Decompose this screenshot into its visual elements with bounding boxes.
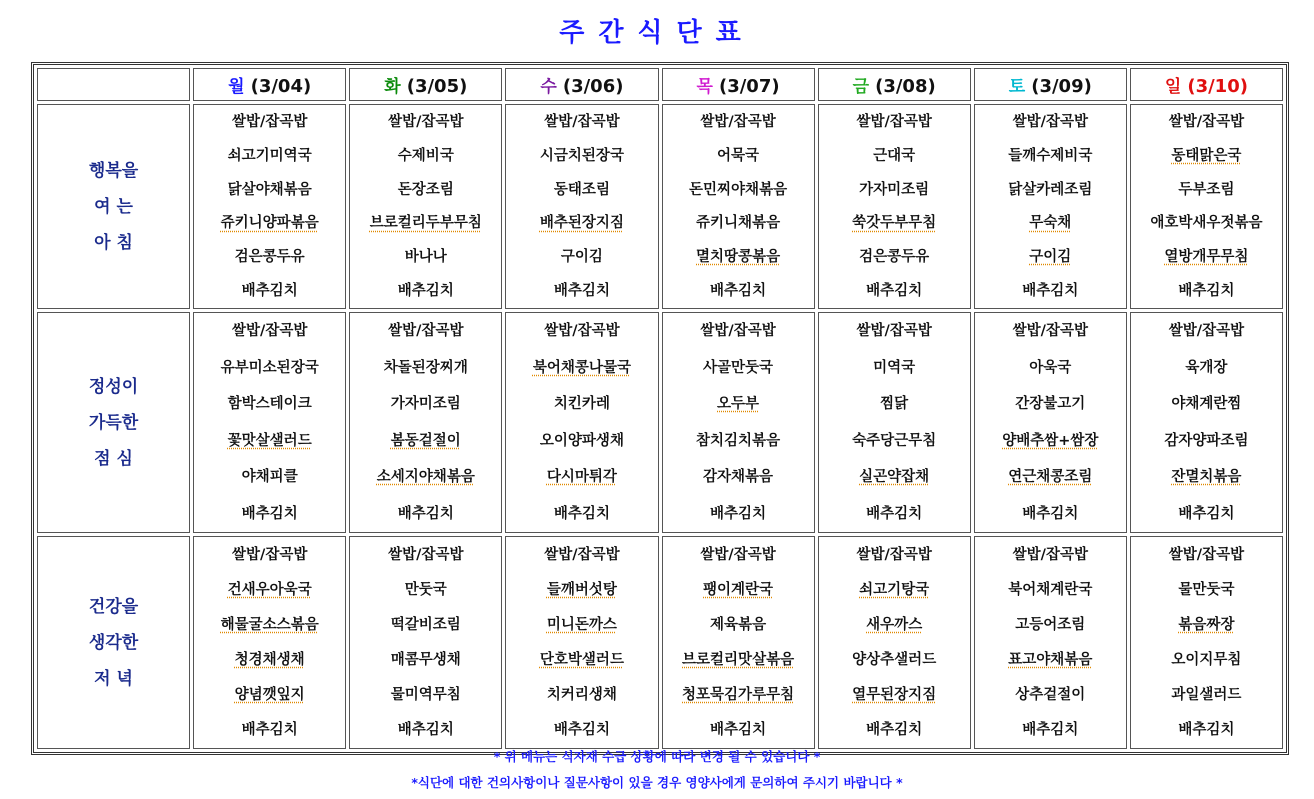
menu-item-list xyxy=(194,313,345,532)
menu-item: 쌀밥/잡곡밥 xyxy=(700,546,776,563)
menu-item: 쌀밥/잡곡밥 xyxy=(232,113,308,130)
menu-cell xyxy=(818,536,971,749)
menu-item: 참치김치볶음 xyxy=(696,432,781,449)
note-inquiry: *식단에 대한 건의사항이나 질문사항이 있을 경우 영양사에게 문의하여 주시기 바랍니다 * xyxy=(411,775,903,790)
menu-item: 쌀밥/잡곡밥 xyxy=(544,546,620,563)
menu-cell xyxy=(349,104,502,309)
menu-item: 배추김치 xyxy=(397,722,454,739)
day-date: (3/08) xyxy=(875,76,936,97)
menu-cell xyxy=(1130,312,1283,533)
menu-item: 오두부 xyxy=(717,396,760,413)
day-name: 일 xyxy=(1164,77,1182,97)
menu-item: 배추김치 xyxy=(553,722,610,739)
menu-item: 유부미소된장국 xyxy=(220,359,319,376)
menu-item: 제육볶음 xyxy=(710,616,767,633)
menu-cell xyxy=(349,312,502,533)
menu-cell xyxy=(662,312,815,533)
menu-item: 배추김치 xyxy=(1022,722,1079,739)
menu-item: 감자양파조림 xyxy=(1164,432,1249,449)
menu-cell xyxy=(505,312,658,533)
menu-item: 구이김 xyxy=(1029,249,1072,266)
day-name: 수 xyxy=(540,77,557,97)
day-header xyxy=(1130,68,1283,101)
day-date: (3/09) xyxy=(1031,76,1092,97)
day-date: (3/10) xyxy=(1187,76,1248,97)
menu-item: 멸치땅콩볶음 xyxy=(696,249,781,266)
menu-item: 가자미조림 xyxy=(390,396,461,413)
menu-item: 쌀밥/잡곡밥 xyxy=(856,113,932,130)
day-name: 금 xyxy=(852,77,870,97)
menu-item: 어묵국 xyxy=(717,147,760,164)
meal-label-cell xyxy=(37,312,190,533)
day-header xyxy=(193,68,346,101)
menu-item-list xyxy=(663,537,814,748)
menu-cell xyxy=(505,104,658,309)
menu-item: 쌀밥/잡곡밥 xyxy=(388,323,464,340)
menu-item: 쑥갓두부무침 xyxy=(852,215,937,232)
menu-item: 실곤약잡채 xyxy=(859,469,930,486)
menu-item: 오이지무침 xyxy=(1171,652,1242,669)
day-name: 월 xyxy=(228,77,245,97)
menu-item-list xyxy=(506,313,657,532)
menu-item: 표고야채볶음 xyxy=(1008,652,1093,669)
menu-item: 사골만둣국 xyxy=(703,359,774,376)
menu-item-list xyxy=(975,105,1126,308)
day-name: 화 xyxy=(384,77,401,97)
menu-item-list xyxy=(194,105,345,308)
menu-item: 배추김치 xyxy=(1178,283,1235,300)
menu-item: 단호박샐러드 xyxy=(539,652,624,669)
footer-notes xyxy=(0,744,1314,796)
menu-item: 시금치된장국 xyxy=(539,147,624,164)
menu-item: 청경채생채 xyxy=(234,652,305,669)
menu-cell xyxy=(193,104,346,309)
menu-item: 간장불고기 xyxy=(1015,396,1086,413)
menu-item: 청포묵김가루무침 xyxy=(682,687,795,704)
menu-item: 열무된장지짐 xyxy=(852,687,937,704)
menu-item: 쌀밥/잡곡밥 xyxy=(856,546,932,563)
menu-item: 쌀밥/잡곡밥 xyxy=(1168,323,1245,340)
menu-item-list xyxy=(350,313,501,532)
menu-item: 함박스테이크 xyxy=(227,396,312,413)
menu-item: 쌀밥/잡곡밥 xyxy=(700,323,776,340)
menu-item: 배추김치 xyxy=(1178,505,1235,522)
menu-item: 쌀밥/잡곡밥 xyxy=(1012,323,1088,340)
menu-item: 배추김치 xyxy=(397,505,454,522)
page-title: 주간식단표 xyxy=(559,18,755,48)
menu-item-list xyxy=(506,537,657,748)
day-name: 토 xyxy=(1008,77,1026,97)
menu-item: 브로컬리맛살볶음 xyxy=(682,652,795,669)
menu-item-list xyxy=(663,313,814,532)
menu-item: 쌀밥/잡곡밥 xyxy=(700,113,776,130)
menu-item: 치킨카레 xyxy=(553,396,610,413)
menu-item: 동태조림 xyxy=(553,181,610,198)
header-row xyxy=(37,68,1283,101)
menu-item: 배추김치 xyxy=(710,722,767,739)
menu-item: 쇠고기미역국 xyxy=(227,147,312,164)
menu-item: 배추김치 xyxy=(241,505,298,522)
menu-item: 닭살야채볶음 xyxy=(227,181,312,198)
menu-item: 쌀밥/잡곡밥 xyxy=(1168,546,1245,563)
menu-item: 쌀밥/잡곡밥 xyxy=(388,546,464,563)
menu-item: 애호박새우젓볶음 xyxy=(1150,215,1263,232)
menu-item: 쌀밥/잡곡밥 xyxy=(1012,546,1088,563)
meal-label-line: 생각한 xyxy=(88,632,139,653)
menu-item: 배추김치 xyxy=(241,283,298,300)
menu-cell xyxy=(818,104,971,309)
note-change: * 위 메뉴는 식자재 수급 상황에 따라 변경 될 수 있습니다 * xyxy=(493,749,821,764)
menu-cell xyxy=(662,104,815,309)
menu-item: 차돌된장찌개 xyxy=(383,359,468,376)
weekly-menu-table xyxy=(31,62,1289,755)
menu-item: 해물굴소스볶음 xyxy=(220,616,319,633)
meal-row xyxy=(37,104,1283,309)
menu-item: 야채계란찜 xyxy=(1171,396,1242,413)
menu-item: 물미역무침 xyxy=(390,687,461,704)
day-header xyxy=(662,68,815,101)
menu-item: 배추김치 xyxy=(553,505,610,522)
menu-item: 배추된장지짐 xyxy=(539,215,624,232)
meal-label-line: 건강을 xyxy=(88,596,139,617)
menu-item-list xyxy=(819,313,970,532)
menu-item-list xyxy=(350,537,501,748)
menu-item: 양배추쌈+쌈장 xyxy=(1002,432,1099,449)
menu-item: 배추김치 xyxy=(866,722,923,739)
menu-item: 구이김 xyxy=(560,249,603,266)
menu-item: 열방개무무침 xyxy=(1164,249,1249,266)
day-date: (3/04) xyxy=(250,76,312,97)
menu-cell xyxy=(974,536,1127,749)
menu-item: 배추김치 xyxy=(1022,505,1079,522)
menu-item: 배추김치 xyxy=(1022,283,1079,300)
menu-item-list xyxy=(975,537,1126,748)
day-date: (3/05) xyxy=(406,76,468,97)
menu-item: 상추겉절이 xyxy=(1015,687,1086,704)
menu-item: 배추김치 xyxy=(710,283,767,300)
menu-item-list xyxy=(1131,105,1282,308)
menu-item: 북어채콩나물국 xyxy=(532,359,631,376)
menu-item: 배추김치 xyxy=(241,722,298,739)
menu-item: 치커리생채 xyxy=(546,687,617,704)
meal-label-line: 가득한 xyxy=(88,412,139,433)
menu-item: 새우까스 xyxy=(866,616,923,633)
menu-item: 검은콩두유 xyxy=(859,249,930,266)
menu-item: 바나나 xyxy=(404,249,447,266)
meal-label-cell xyxy=(37,104,190,309)
menu-item: 볶음짜장 xyxy=(1178,616,1235,633)
menu-item-list xyxy=(663,105,814,308)
menu-item: 두부조림 xyxy=(1178,181,1235,198)
menu-item: 떡갈비조림 xyxy=(390,616,461,633)
menu-item: 배추김치 xyxy=(553,283,610,300)
menu-item-list xyxy=(194,537,345,748)
menu-item: 쥬키니양파볶음 xyxy=(220,215,319,232)
meal-label-line: 정성이 xyxy=(88,376,139,397)
meal-label-line: 아 침 xyxy=(94,232,133,253)
menu-item: 팽이계란국 xyxy=(703,581,774,598)
menu-item: 다시마튀각 xyxy=(546,469,617,486)
day-header xyxy=(974,68,1127,101)
meal-row xyxy=(37,536,1283,749)
menu-item: 북어채계란국 xyxy=(1008,581,1093,598)
menu-item-list xyxy=(975,313,1126,532)
menu-item: 봄동겉절이 xyxy=(390,432,461,449)
menu-item: 배추김치 xyxy=(1178,722,1235,739)
menu-cell xyxy=(974,104,1127,309)
menu-item: 쌀밥/잡곡밥 xyxy=(1012,113,1088,130)
menu-item: 쌀밥/잡곡밥 xyxy=(232,546,308,563)
menu-cell xyxy=(974,312,1127,533)
menu-item: 미역국 xyxy=(873,359,916,376)
menu-item: 양념깻잎지 xyxy=(234,687,305,704)
menu-item-list xyxy=(819,537,970,748)
menu-item: 닭살카레조림 xyxy=(1008,181,1093,198)
day-name: 목 xyxy=(696,77,713,97)
menu-item: 찜닭 xyxy=(880,396,909,413)
menu-item: 쌀밥/잡곡밥 xyxy=(544,323,620,340)
menu-item: 매콤무생채 xyxy=(390,652,461,669)
menu-item-list xyxy=(819,105,970,308)
menu-cell xyxy=(662,536,815,749)
menu-item: 야채피클 xyxy=(241,469,298,486)
menu-item: 쌀밥/잡곡밥 xyxy=(1168,113,1245,130)
meal-row xyxy=(37,312,1283,533)
menu-cell xyxy=(1130,104,1283,309)
day-header xyxy=(349,68,502,101)
menu-cell xyxy=(1130,536,1283,749)
menu-cell xyxy=(349,536,502,749)
menu-cell xyxy=(818,312,971,533)
day-date: (3/06) xyxy=(562,76,624,97)
menu-item: 만둣국 xyxy=(404,581,447,598)
day-header xyxy=(818,68,971,101)
menu-cell xyxy=(193,312,346,533)
menu-item: 배추김치 xyxy=(397,283,454,300)
day-header xyxy=(505,68,658,101)
meal-label-line: 저 녁 xyxy=(94,668,133,689)
menu-item: 수제비국 xyxy=(397,147,454,164)
menu-item: 쇠고기탕국 xyxy=(859,581,930,598)
meal-label-cell xyxy=(37,536,190,749)
menu-item: 브로컬리두부무침 xyxy=(369,215,482,232)
menu-item: 아욱국 xyxy=(1029,359,1072,376)
menu-item: 가자미조림 xyxy=(859,181,930,198)
menu-item-list xyxy=(506,105,657,308)
menu-item: 동태맑은국 xyxy=(1171,147,1242,164)
menu-item: 근대국 xyxy=(873,147,916,164)
menu-item: 양상추샐러드 xyxy=(852,652,937,669)
day-date: (3/07) xyxy=(718,76,780,97)
menu-item: 오이양파생채 xyxy=(539,432,624,449)
menu-cell xyxy=(505,536,658,749)
menu-item: 쌀밥/잡곡밥 xyxy=(232,323,308,340)
menu-item-list xyxy=(1131,537,1282,748)
menu-item: 배추김치 xyxy=(866,283,923,300)
menu-item: 연근채콩조림 xyxy=(1008,469,1093,486)
menu-item: 검은콩두유 xyxy=(234,249,305,266)
menu-item: 돈민찌야채볶음 xyxy=(689,181,788,198)
menu-item: 쌀밥/잡곡밥 xyxy=(388,113,464,130)
menu-item-list xyxy=(1131,313,1282,532)
menu-item-list xyxy=(350,105,501,308)
menu-cell xyxy=(193,536,346,749)
menu-item: 무숙채 xyxy=(1029,215,1072,232)
menu-item: 감자채볶음 xyxy=(703,469,774,486)
menu-item: 숙주당근무침 xyxy=(852,432,937,449)
menu-item: 쌀밥/잡곡밥 xyxy=(544,113,620,130)
menu-item: 잔멸치볶음 xyxy=(1171,469,1242,486)
menu-item: 들깨수제비국 xyxy=(1008,147,1093,164)
menu-item: 쥬키니채볶음 xyxy=(696,215,781,232)
menu-item: 미니돈까스 xyxy=(546,616,617,633)
menu-item: 건새우아욱국 xyxy=(227,581,312,598)
menu-item: 육개장 xyxy=(1185,359,1228,376)
menu-item: 쌀밥/잡곡밥 xyxy=(856,323,932,340)
menu-item: 물만둣국 xyxy=(1178,581,1235,598)
menu-item: 돈장조림 xyxy=(397,181,454,198)
menu-item: 배추김치 xyxy=(866,505,923,522)
menu-item: 들깨버섯탕 xyxy=(546,581,617,598)
meal-label-line: 여 는 xyxy=(94,196,133,217)
menu-item: 과일샐러드 xyxy=(1171,687,1242,704)
menu-item: 소세지야채볶음 xyxy=(376,469,475,486)
menu-item: 꽃맛살샐러드 xyxy=(227,432,312,449)
corner-cell xyxy=(37,68,190,101)
meal-label-line: 점 심 xyxy=(94,448,133,469)
meal-label-line: 행복을 xyxy=(88,160,139,181)
menu-item: 배추김치 xyxy=(710,505,767,522)
menu-item: 고등어조림 xyxy=(1015,616,1086,633)
